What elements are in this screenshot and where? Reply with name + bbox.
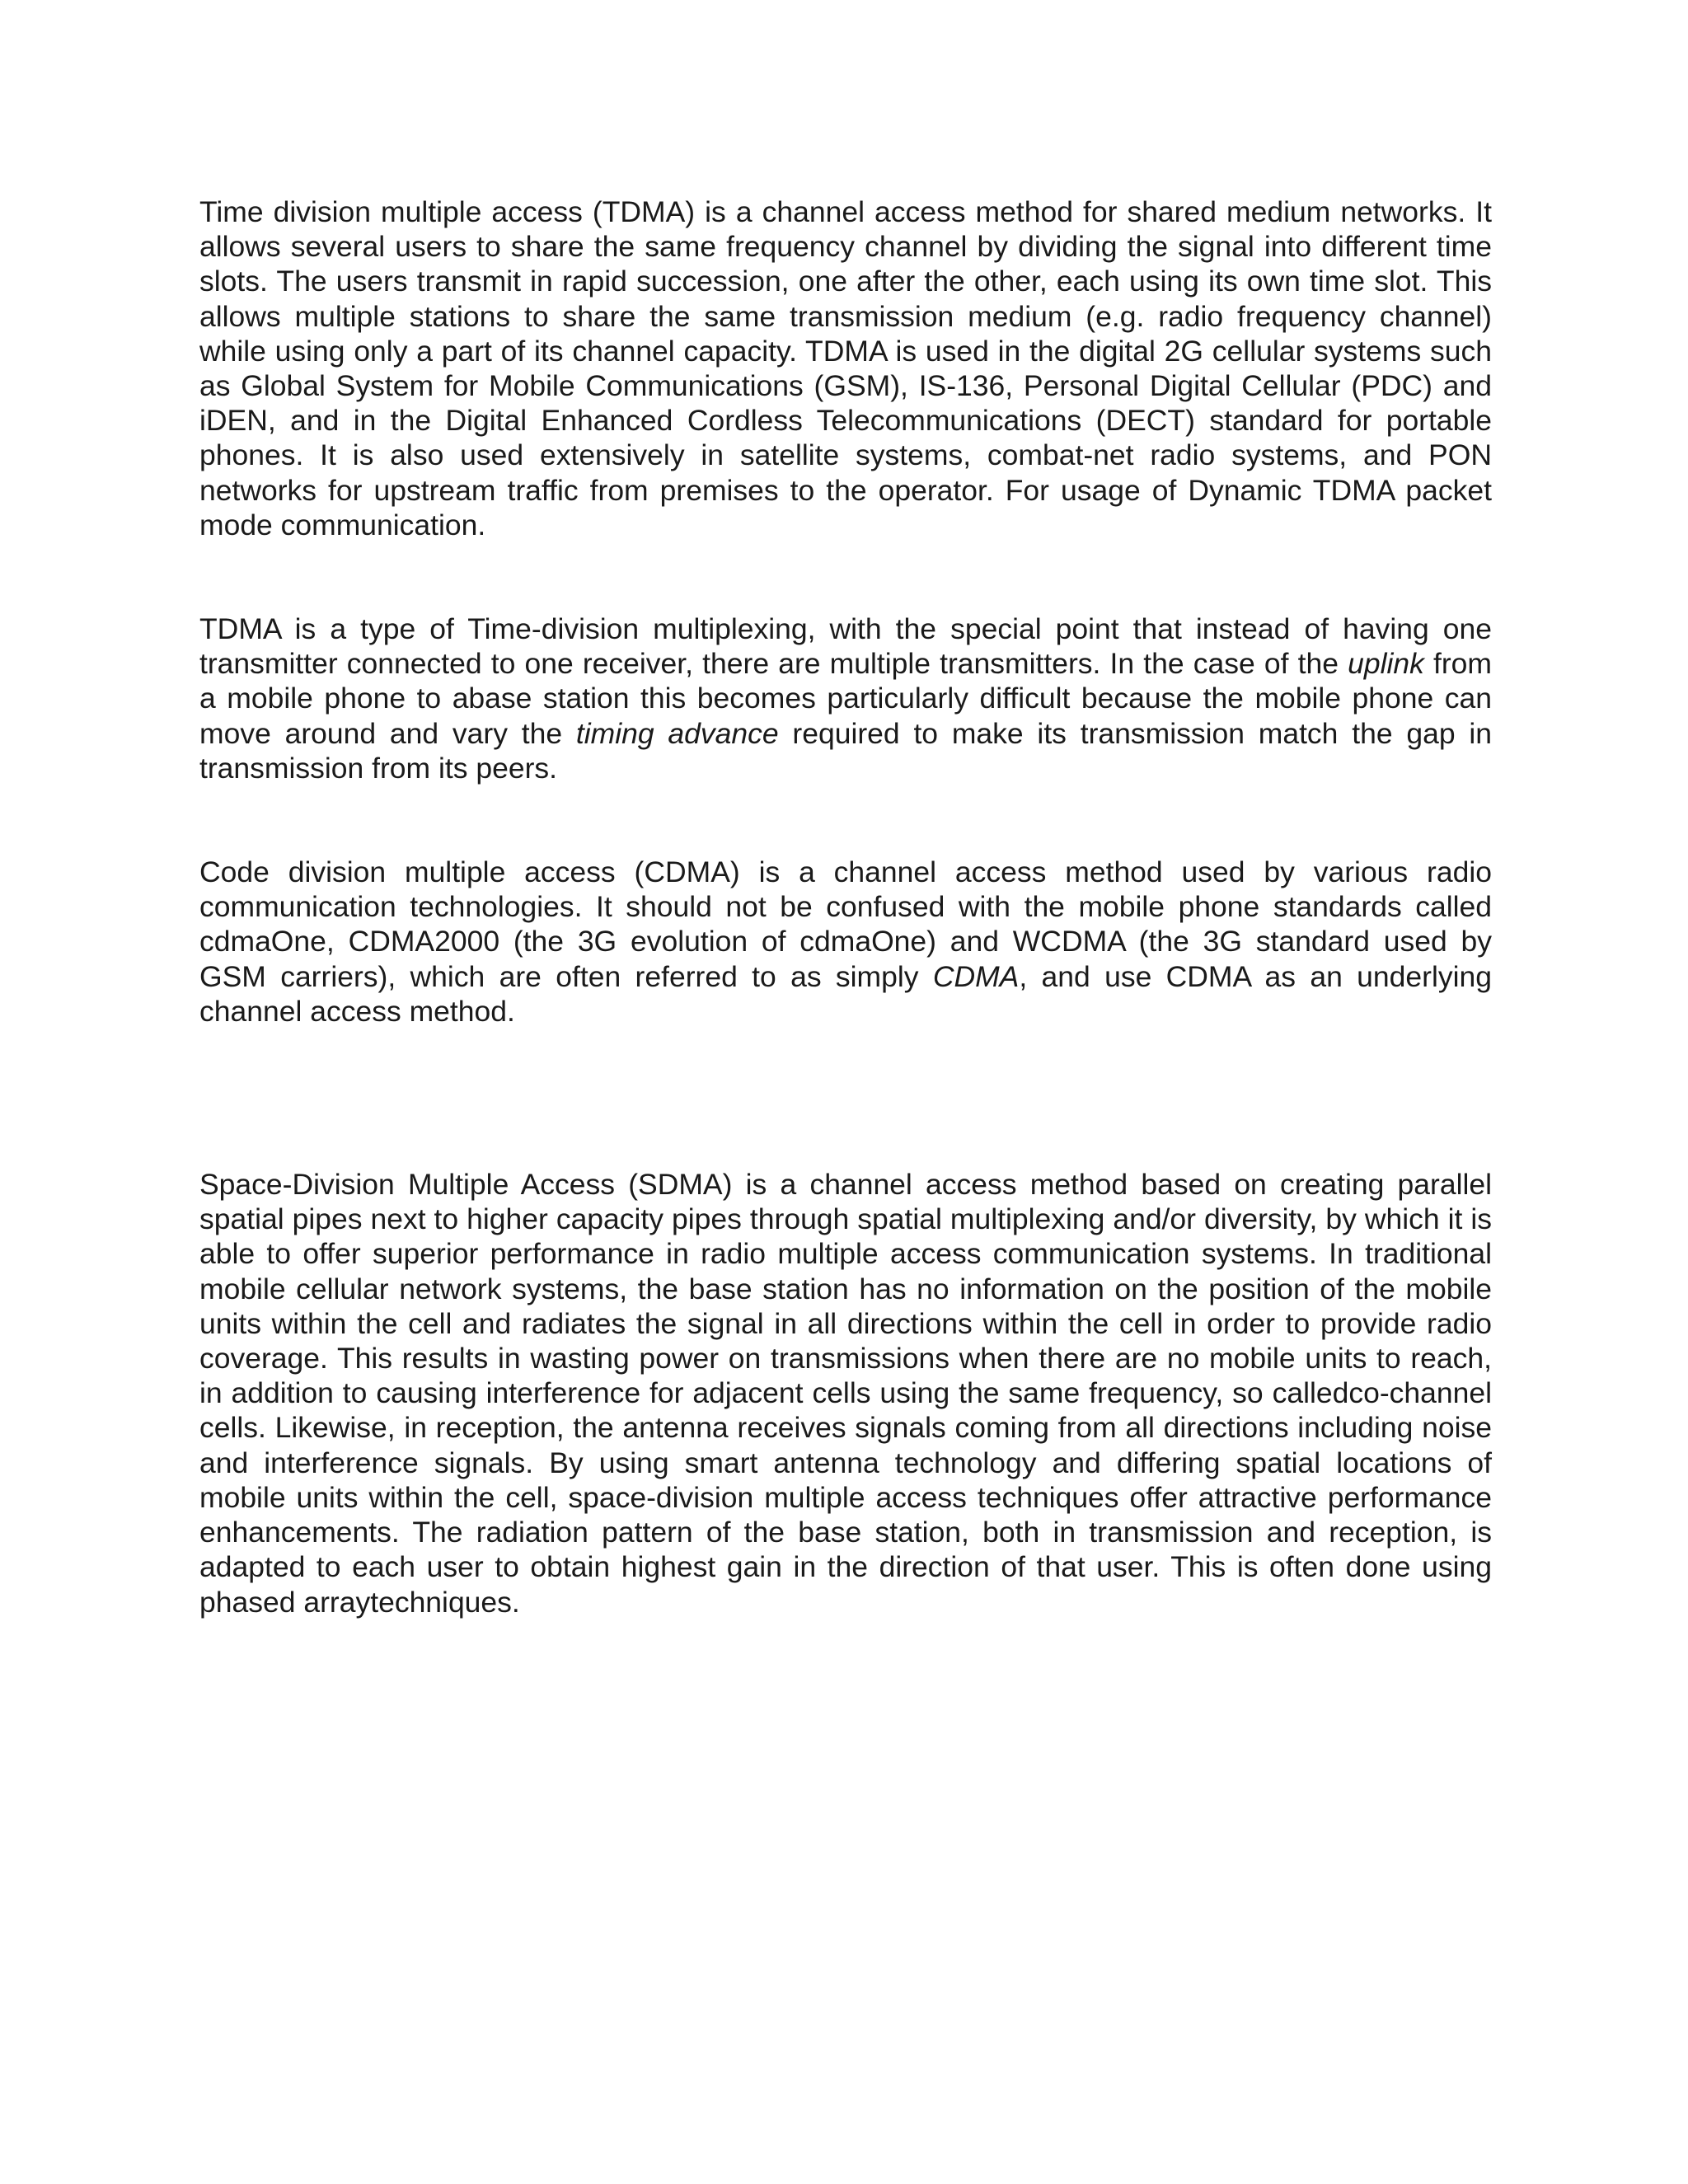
text-segment: required to make its transmission match the gap in transmission from its peers.	[199, 716, 1492, 785]
italic-term-timing-advance: timing advance	[575, 716, 779, 750]
text-segment: Code division multiple access (CDMA) is a channel access method used by various radio communication technologies. It should not be confused with the mobile phone standards called cdmaOne, CDMA2000 (the 3G evolution of cdmaOne) and WCDMA (the 3G standard used by GSM carriers), which are often referred to as simply	[199, 855, 1492, 993]
text-segment: Time division multiple access (TDMA) is a channel access method for shared medium networks. It allows several users to share the same frequency channel by dividing the signal into different time slots. The users transmit in rapid succession, one after the other, each using its own time slot. This allows multiple stations to share the same transmission medium (e.g. radio frequency channel) while using only a part of its channel capacity. TDMA is used in the digital 2G cellular systems such as Global System for Mobile Communications (GSM), IS-136, Personal Digital Cellular (PDC) and iDEN, and in the Digital Enhanced Cordless Telecommunications (DECT) standard for portable phones. It is also used extensively in satellite systems, combat-net radio systems, and PON networks for upstream traffic from premises to the operator. For usage of Dynamic TDMA packet mode communication.	[199, 195, 1492, 541]
paragraph-tdma	[199, 194, 1492, 542]
italic-term-cdma: CDMA	[932, 959, 1020, 993]
document-body	[199, 194, 1492, 1619]
italic-term-uplink: uplink	[1348, 647, 1424, 681]
text-segment: , and use CDMA as an underlying channel access method.	[199, 959, 1492, 1028]
paragraph-tdm	[199, 612, 1492, 785]
text-segment: Space-Division Multiple Access (SDMA) is a channel access method based on creating parallel spatial pipes next to higher capacity pipes through spatial multiplexing and/or diversity, by which it is able to offer superior performance in radio multiple access communication systems. In traditional mobile cellular network systems, the base station has no information on the position of the mobile units within the cell and radiates the signal in all directions within the cell in order to provide radio coverage. This results in wasting power on transmissions when there are no mobile units to reach, in addition to causing interference for adjacent cells using the same frequency, so calledco-channel cells. Likewise, in reception, the antenna receives signals coming from all directions including noise and interference signals. By using smart antenna technology and differing spatial locations of mobile units within the cell, space-division multiple access techniques offer attractive performance enhancements. The radiation pattern of the base station, both in transmission and reception, is adapted to each user to obtain highest gain in the direction of that user. This is often done using phased arraytechniques.	[199, 1168, 1492, 1619]
text-segment: from a mobile phone to abase station this becomes particularly difficult because the mobile phone can move around and vary the	[199, 647, 1492, 750]
text-segment: TDMA is a type of Time-division multiplexing, with the special point that instead of having one transmitter connected to one receiver, there are multiple transmitters. In the case of the	[199, 612, 1492, 681]
paragraph-cdma	[199, 855, 1492, 1029]
paragraph-sdma	[199, 1167, 1492, 1619]
